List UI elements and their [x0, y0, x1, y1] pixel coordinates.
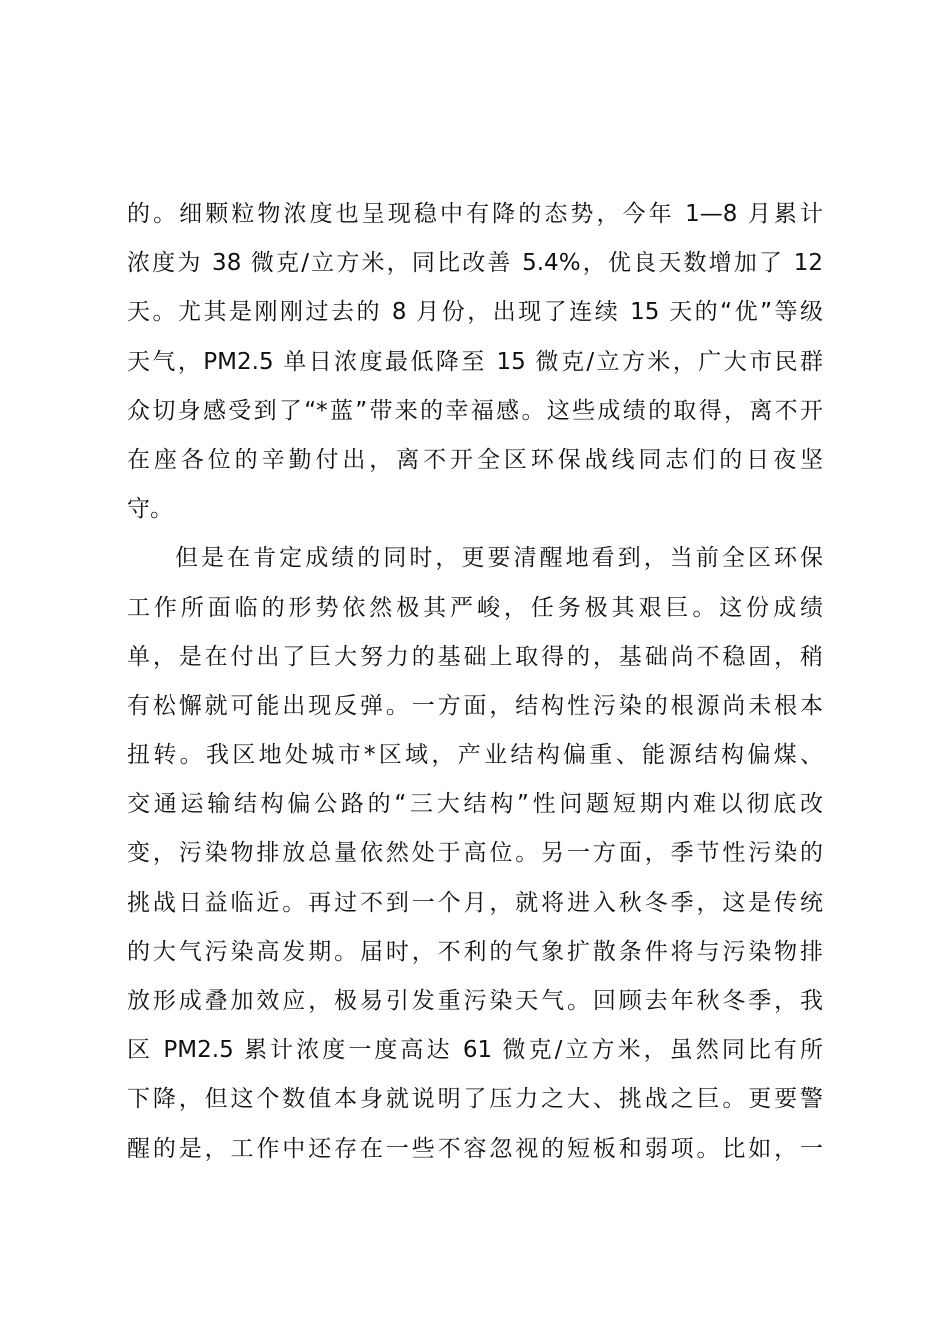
paragraph-line: 的大气污染高发期。届时，不利的气象扩散条件将与污染物排 [127, 938, 823, 965]
paragraph-line: 天。尤其是刚刚过去的 8 月份，出现了连续 15 天的“优”等级 [127, 299, 823, 326]
paragraph-2 [127, 534, 823, 1173]
paragraph-line: 扭转。我区地处城市*区域，产业结构偏重、能源结构偏煤、 [127, 742, 823, 769]
paragraph-line: 放形成叠加效应，极易引发重污染天气。回顾去年秋冬季，我 [127, 988, 823, 1014]
paragraph-line: 守。 [127, 496, 173, 523]
paragraph-line: 下降，但这个数值本身就说明了压力之大、挑战之巨。更要警 [127, 1086, 823, 1113]
paragraph-line: 区 PM2.5 累计浓度一度高达 61 微克/立方米，虽然同比有所 [127, 1037, 823, 1064]
paragraph-line: 变，污染物排放总量依然处于高位。另一方面，季节性污染的 [127, 840, 823, 867]
paragraph-line: 单，是在付出了巨大努力的基础上取得的，基础尚不稳固，稍 [127, 643, 823, 670]
paragraph-line: 天气，PM2.5 单日浓度最低降至 15 微克/立方米，广大市民群 [127, 348, 823, 375]
paragraph-line: 众切身感受到了“*蓝”带来的幸福感。这些成绩的取得，离不开 [127, 397, 823, 424]
paragraph-line: 醒的是，工作中还存在一些不容忽视的短板和弱项。比如，一 [127, 1135, 823, 1162]
paragraph-line: 工作所面临的形势依然极其严峻，任务极其艰巨。这份成绩 [127, 594, 823, 621]
paragraph-1 [127, 190, 823, 534]
paragraph-line: 浓度为 38 微克/立方米，同比改善 5.4%，优良天数增加了 12 [127, 250, 823, 277]
paragraph-line: 挑战日益临近。再过不到一个月，就将进入秋冬季，这是传统 [127, 889, 823, 916]
body-text [127, 190, 823, 1174]
paragraph-line: 在座各位的辛勤付出，离不开全区环保战线同志们的日夜坚 [127, 446, 823, 473]
paragraph-line: 但是在肯定成绩的同时，更要清醒地看到，当前全区环保 [175, 545, 823, 572]
paragraph-line: 交通运输结构偏公路的“三大结构”性问题短期内难以彻底改 [127, 791, 823, 818]
paragraph-line: 有松懈就可能出现反弹。一方面，结构性污染的根源尚未根本 [127, 692, 823, 719]
paragraph-line: 的。细颗粒物浓度也呈现稳中有降的态势，今年 1—8 月累计 [127, 201, 823, 227]
